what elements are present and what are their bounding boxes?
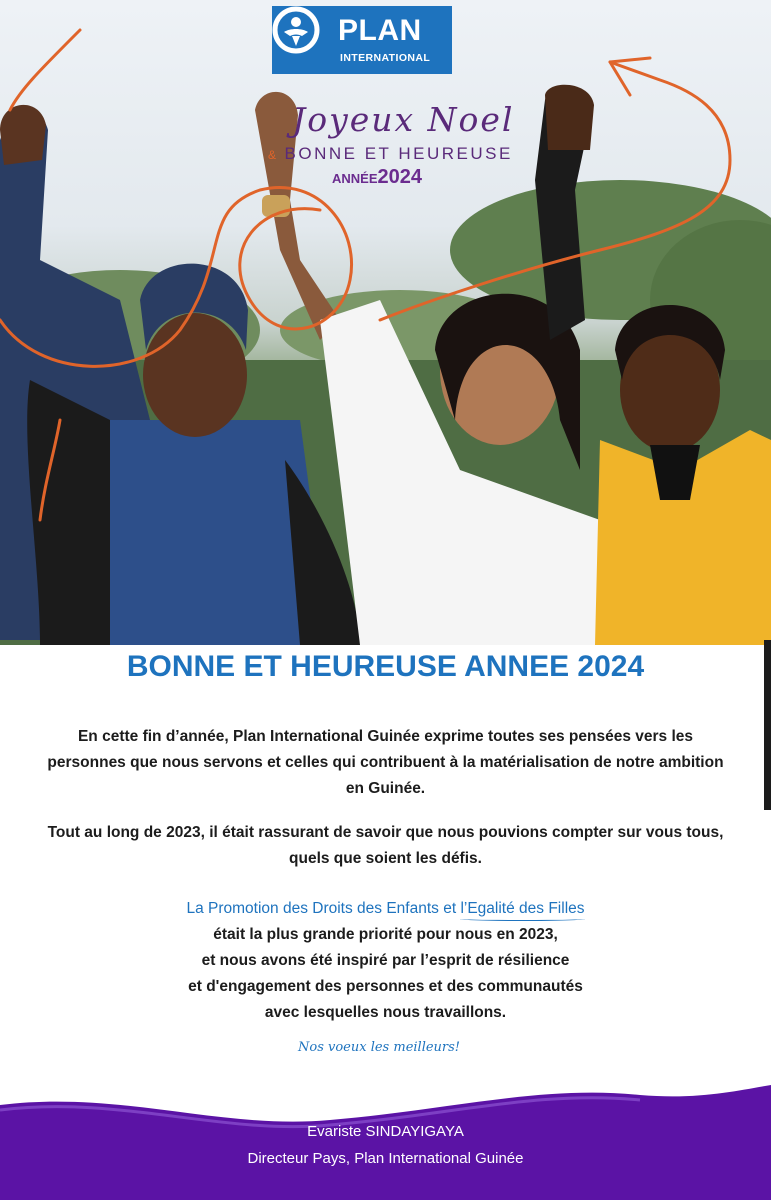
greeting-text: BONNE ET HEUREUSE (284, 144, 513, 163)
paragraph-3 (40, 896, 731, 1026)
paragraph-3-line-3: et nous avons été inspiré par l’esprit de résilience (201, 952, 570, 969)
greeting-year-number: 2024 (377, 166, 423, 188)
plan-international-logo (272, 6, 452, 74)
greeting-line2 (268, 144, 513, 164)
greeting-year-prefix: ANNÉE (332, 171, 378, 186)
paragraph-1: En cette fin d’année, Plan International Guinée exprime toutes ses pensées vers les personnes que nous servons et celles qui contribuent à la matérialisation de notre ambition en Guinée. (47, 728, 724, 797)
highlight-rights: La Promotion des Droits des Enfants et (186, 900, 457, 917)
paragraph-3-line-4: et d'engagement des personnes et des communautés (188, 978, 583, 995)
greeting-year (332, 166, 422, 189)
footer-wave (0, 1080, 771, 1200)
plan-logo-icon (272, 6, 320, 54)
paragraph-3-line-5: avec lesquelles nous travaillons. (264, 1004, 507, 1021)
greeting-ampersand: & (268, 148, 279, 162)
priority-highlight (40, 896, 731, 922)
greeting-script: Joyeux Noel (292, 100, 515, 139)
logo-subtext: INTERNATIONAL (340, 52, 431, 64)
logo-word: PLAN (338, 14, 422, 47)
headline: BONNE ET HEUREUSE ANNEE 2024 (126, 650, 645, 683)
paragraph-3-line-2: était la plus grande priorité pour nous en 2023, (213, 926, 558, 943)
paragraph-2: Tout au long de 2023, il était rassurant de savoir que nous pouvions compter sur vous tous, quels que soient les défis. (47, 824, 724, 867)
highlight-equality: l’Egalité des Filles (460, 900, 585, 917)
signature-name: Evariste SINDAYIGAYA (307, 1123, 464, 1140)
signature-role: Directeur Pays, Plan International Guinée (247, 1150, 524, 1167)
best-wishes: Nos voeux les meilleurs! (298, 1040, 461, 1055)
